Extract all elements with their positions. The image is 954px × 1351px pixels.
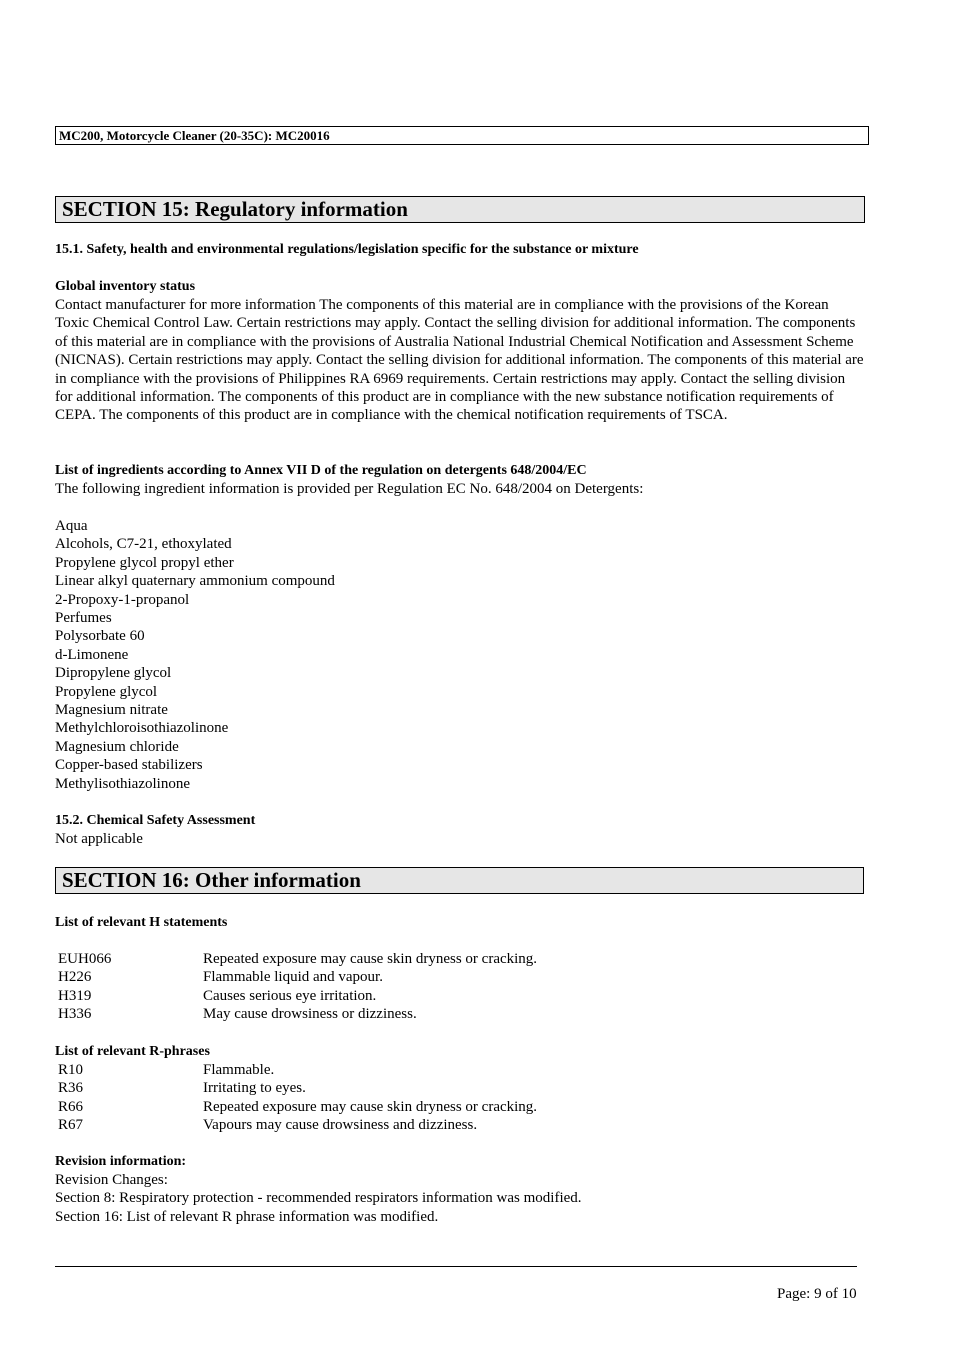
ingredients-title: List of ingredients according to Annex VII D of the regulation on detergents 648/2004/EC xyxy=(55,463,587,478)
list-item: Propylene glycol propyl ether xyxy=(55,554,234,571)
global-inventory-title: Global inventory status xyxy=(55,279,196,294)
r-phrases-table xyxy=(58,1061,537,1135)
ingredients-list xyxy=(55,517,335,793)
r-phrases-title: List of relevant R-phrases xyxy=(55,1044,210,1059)
list-item: Propylene glycol xyxy=(55,683,158,700)
revision-title: Revision information: xyxy=(55,1154,187,1169)
h-statements-title: List of relevant H statements xyxy=(55,915,228,930)
r-code: R10 xyxy=(58,1062,84,1078)
subsection-15-2-text: Not applicable xyxy=(55,831,143,847)
list-item: Magnesium chloride xyxy=(55,738,179,755)
r-text: Vapours may cause drowsiness and dizziness. xyxy=(203,1117,478,1134)
table-row xyxy=(58,1079,537,1097)
global-inventory-text: Contact manufacturer for more information The components of this material are in compliance with the provisions of the Korean Toxic Chemical Control Law. Certain restrictions may apply. Contact the selling division for additional information. The components of this material are in compliance with the provisions of Australia National Industrial Chemical Notification and Assessment Scheme (NICNAS). Certain restrictions may apply. Contact the selling division for additional information. The components of this material are in compliance with the provisions of Philippines RA 6969 requirements. Certain restrictions may apply. Contact the selling division for additional information. The components of this product are in compliance with the new substance notification requirements of CEPA. The components of this product are in compliance with the chemical notification requirements of TSCA. xyxy=(55,297,864,424)
r-text: Flammable. xyxy=(203,1062,275,1078)
h-code: EUH066 xyxy=(58,951,112,967)
table-row xyxy=(58,950,537,968)
list-item: Methylchloroisothiazolinone xyxy=(55,720,229,737)
r-code: R66 xyxy=(58,1098,84,1115)
h-text: May cause drowsiness or dizziness. xyxy=(203,1006,417,1023)
r-text: Irritating to eyes. xyxy=(203,1080,306,1097)
h-code: H336 xyxy=(58,1006,92,1023)
h-code: H226 xyxy=(58,969,92,986)
list-item: Polysorbate 60 xyxy=(55,628,145,645)
table-row xyxy=(58,968,537,986)
product-header: MC200, Motorcycle Cleaner (20-35C): MC20016 xyxy=(55,126,869,145)
footer-divider xyxy=(55,1266,857,1267)
list-item: Magnesium nitrate xyxy=(55,702,168,719)
revision-line: Section 16: List of relevant R phrase information was modified. xyxy=(55,1208,439,1225)
r-text: Repeated exposure may cause skin dryness or cracking. xyxy=(203,1098,538,1115)
page-number: Page: 9 of 10 xyxy=(777,1286,857,1302)
list-item: Perfumes xyxy=(55,610,112,627)
list-item: Dipropylene glycol xyxy=(55,665,172,682)
list-item: Copper-based stabilizers xyxy=(55,757,203,774)
subsection-15-2-title: 15.2. Chemical Safety Assessment xyxy=(55,813,256,828)
list-item: Alcohols, C7-21, ethoxylated xyxy=(55,536,232,553)
subsection-15-1-title: 15.1. Safety, health and environmental regulations/legislation specific for the substance or mixture xyxy=(55,242,639,257)
ingredients-intro: The following ingredient information is provided per Regulation EC No. 648/2004 on Detergents: xyxy=(55,481,644,497)
h-text: Repeated exposure may cause skin dryness or cracking. xyxy=(203,951,538,967)
h-code: H319 xyxy=(58,987,92,1004)
section-16-title: SECTION 16: Other information xyxy=(55,867,864,894)
table-row xyxy=(58,1116,537,1134)
r-code: R67 xyxy=(58,1117,84,1134)
list-item: 2-Propoxy-1-propanol xyxy=(55,591,190,608)
section-15-title: SECTION 15: Regulatory information xyxy=(55,196,865,223)
list-item: Linear alkyl quaternary ammonium compound xyxy=(55,573,335,590)
table-row xyxy=(58,1061,537,1079)
table-row xyxy=(58,987,537,1005)
h-statements-table xyxy=(58,950,537,1024)
list-item: Methylisothiazolinone xyxy=(55,775,190,792)
revision-line: Revision Changes: xyxy=(55,1172,168,1188)
list-item: Aqua xyxy=(55,518,88,534)
table-row xyxy=(58,1005,537,1023)
h-text: Flammable liquid and vapour. xyxy=(203,969,383,986)
list-item: d-Limonene xyxy=(55,646,129,663)
h-text: Causes serious eye irritation. xyxy=(203,987,377,1004)
table-row xyxy=(58,1098,537,1116)
revision-line: Section 8: Respiratory protection - recommended respirators information was modified. xyxy=(55,1190,582,1207)
r-code: R36 xyxy=(58,1080,84,1097)
revision-details xyxy=(55,1171,582,1226)
